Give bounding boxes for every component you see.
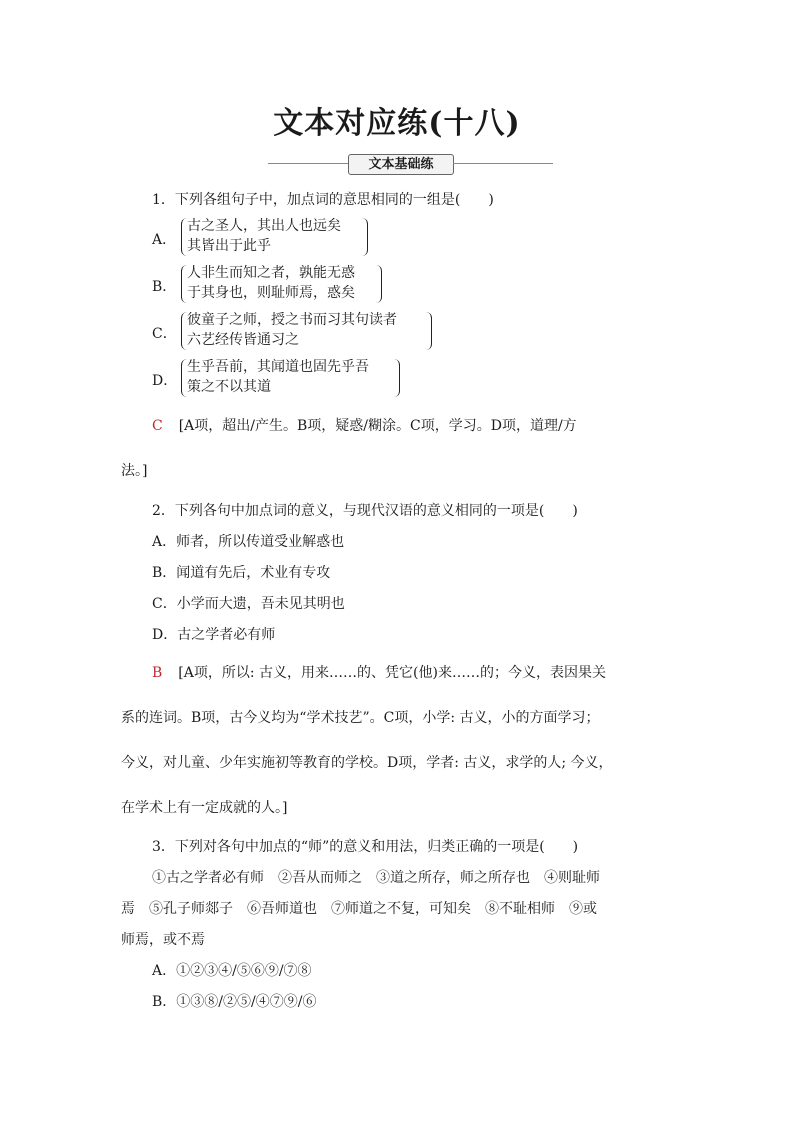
q1-option-d-label: D． [152,373,178,389]
q1-option-c-brace-right [426,312,432,350]
q1-answer-letter: C [152,418,163,434]
q1-option-a-pair [187,216,341,256]
question-3-stem: 3．下列对各句中加点的“师”的意义和用法，归类正确的一项是( ) [152,839,579,855]
q2-answer-explanation-1: [A项，所以: 古义，用来……的、凭它(他)来……的；今义，表因果关 [178,665,606,681]
q1-option-b-pair [187,263,355,303]
q1-option-b-brace-right [376,265,382,303]
q2-answer-letter: B [152,665,163,681]
q1-option-d-brace-right [394,359,400,397]
q1-option-d-line-2: 策之不以其道 [187,379,271,395]
q3-option-b: B．①③⑧/②⑤/④⑦⑨/⑥ [152,994,317,1010]
q2-option-a: A．师者，所以传道受业解惑也 [152,534,345,550]
q1-option-d-pair [187,357,369,397]
q1-answer-line-2: 法。] [121,463,148,479]
q1-answer-explanation: [A项，超出/产生。B项，疑惑/糊涂。C项，学习。D项，道理/方 [178,418,577,434]
q1-answer-line-1 [152,415,577,435]
q2-option-d: D．古之学者必有师 [152,627,276,643]
q1-option-a-line-2: 其皆出于此乎 [187,238,271,254]
q1-option-d-line-1: 生乎吾前，其闻道也固先乎吾 [187,359,369,375]
question-2-stem: 2．下列各句中加点词的意义，与现代汉语的意义相同的一项是( ) [152,503,578,519]
section-divider-left [268,163,348,164]
section-label: 文本基础练 [348,154,454,175]
q2-answer-line-4: 在学术上有一定成就的人。] [121,800,288,816]
q2-answer-line-3: 今义，对儿童、少年实施初等教育的学校。D项，学者: 古义，求学的人; 今义， [121,755,613,771]
q1-option-b-line-1: 人非生而知之者，孰能无惑 [187,265,355,281]
question-1-stem: 1．下列各组句子中，加点词的意思相同的一组是( ) [152,192,494,208]
q2-option-c: C．小学而大遗，吾未见其明也 [152,596,345,612]
q3-option-a: A．①②③④/⑤⑥⑨/⑦⑧ [152,963,312,979]
q2-option-b: B．闻道有先后，术业有专攻 [152,565,331,581]
q1-option-c-pair [187,310,397,350]
q2-answer-line-2: 系的连词。B项，古今义均为“学术技艺”。C项，小学: 古义，小的方面学习； [121,710,600,726]
q3-body-line-1: ①古之学者必有师 ②吾从而师之 ③道之所存，师之所存也 ④则耻师 [152,870,600,886]
q1-option-a-label: A． [152,232,177,248]
section-divider-right [453,163,553,164]
q3-body-line-2: 焉 ⑤孔子师郯子 ⑥吾师道也 ⑦师道之不复，可知矣 ⑧不耻相师 ⑨或 [121,901,597,917]
q1-option-a-brace-right [362,218,368,256]
q2-answer-line-1 [152,662,606,682]
q1-option-b-line-2: 于其身也，则耻师焉，惑矣 [187,285,355,301]
q1-option-a-line-1: 古之圣人，其出人也远矣 [187,218,341,234]
q1-option-c-line-1: 彼童子之师，授之书而习其句读者 [187,312,397,328]
page-title: 文本对应练(十八) [273,106,521,141]
q3-body-line-3: 师焉，或不焉 [121,932,205,948]
q1-option-c-line-2: 六艺经传皆通习之 [187,332,299,348]
q1-option-b-label: B． [152,279,177,295]
q1-option-c-label: C． [152,326,177,342]
